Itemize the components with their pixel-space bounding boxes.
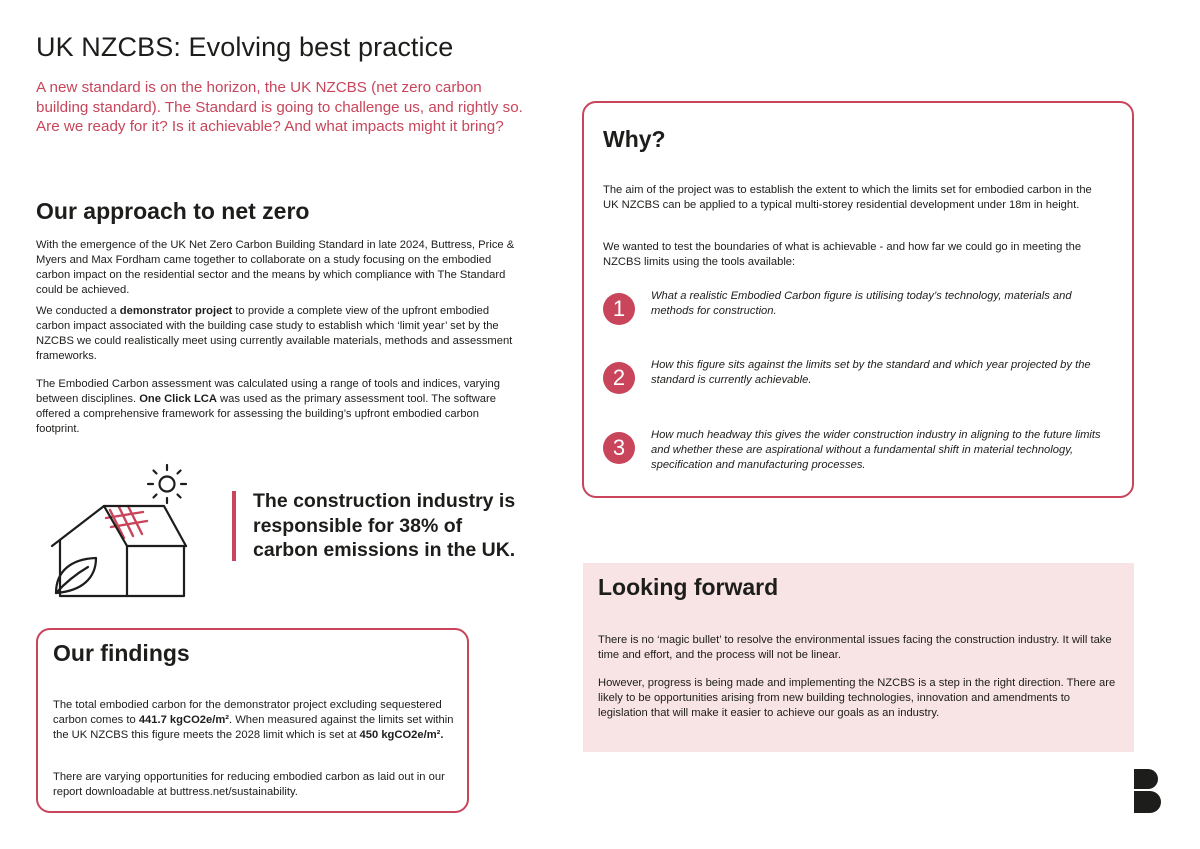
- forward-paragraph-1: There is no ‘magic bullet’ to resolve the environmental issues facing the construction industry. It will take time and effort, and the process will not be linear.: [598, 634, 1112, 661]
- list-item: [603, 359, 1113, 402]
- sun-icon: [148, 465, 186, 503]
- approach-heading: Our approach to net zero: [36, 198, 310, 224]
- number-badge: 2: [603, 362, 635, 394]
- embodied-carbon-value: 441.7 kgCO2e/m²: [138, 714, 229, 726]
- list-item: [603, 290, 1113, 333]
- b-logo-icon: [1134, 769, 1164, 813]
- approach-p2-text-b: to provide a complete view of the upfront embodied carbon impact associated with the building case study to establish which ‘limit year’ set by the NZCBS we could realistically meet using currently available materials, methods and assessment frameworks.: [36, 305, 513, 362]
- list-item-text: How much headway this gives the wider construction industry in aligning to the future limits and whether these are aspirational without a fundamental shift in material technology, specification and manufacturing processes.: [651, 429, 1101, 471]
- why-paragraph-1: The aim of the project was to establish the extent to which the limits set for embodied carbon in the UK NZCBS can be applied to a typical multi-storey residential development under 18m in height.: [603, 184, 1092, 211]
- approach-p2-text-a: We conducted a: [36, 305, 120, 317]
- findings-p1-text-a: The total embodied carbon for the demonstrator project excluding sequestered carbon comes to: [53, 699, 442, 726]
- findings-p1-text-b: . When measured against the limits set within the UK NZCBS this figure meets the 2028 limit which is set at: [53, 714, 454, 741]
- house-solar-illustration-icon: [44, 460, 194, 605]
- list-item-text: How this figure sits against the limits set by the standard and which year projected by the standard is currently achievable.: [651, 359, 1091, 386]
- forward-paragraph-2: However, progress is being made and implementing the NZCBS is a step in the right direction. There are likely to be opportunities arising from new building technologies, innovation and amendments to legislation that will make it easier to achieve our goals as an industry.: [598, 677, 1116, 719]
- stat-accent-bar: [232, 491, 236, 561]
- leaf-icon: [56, 558, 96, 593]
- list-item: [603, 429, 1113, 472]
- intro-text: A new standard is on the horizon, the UK NZCBS (net zero carbon building standard). The Standard is going to challenge us, and rightly so. Are we ready for it? Is it achievable? And what impacts might it bring?: [36, 79, 523, 135]
- number-badge: 3: [603, 432, 635, 464]
- number-badge: 1: [603, 293, 635, 325]
- page-title: UK NZCBS: Evolving best practice: [36, 32, 454, 62]
- why-heading: Why?: [603, 126, 666, 152]
- approach-paragraph-2: [36, 304, 522, 364]
- findings-paragraph-2: There are varying opportunities for reducing embodied carbon as laid out in our report downloadable at buttress.net/sustainability.: [53, 771, 445, 798]
- approach-p3-text-b: was used as the primary assessment tool. The software offered a comprehensive framework for assessing the building’s upfront embodied carbon footprint.: [36, 393, 496, 435]
- looking-forward-heading: Looking forward: [598, 574, 779, 600]
- findings-paragraph-1: [53, 698, 463, 743]
- stat-callout: The construction industry is responsible for 38% of carbon emissions in the UK.: [253, 490, 516, 561]
- limit-value: 450 kgCO2e/m².: [359, 729, 444, 741]
- approach-paragraph-1: With the emergence of the UK Net Zero Carbon Building Standard in late 2024, Buttress, Price & Myers and Max Fordham came together to collaborate on a study focusing on the embodied carbon impact on the residential sector and the means by which compliance with The Standard could be achieved.: [36, 239, 515, 296]
- why-paragraph-2: We wanted to test the boundaries of what is achievable - and how far we could go in meeting the NZCBS limits using the tools available:: [603, 241, 1082, 268]
- approach-p3-text-a: The Embodied Carbon assessment was calculated using a range of tools and indices, varying between disciplines.: [36, 378, 500, 405]
- findings-heading: Our findings: [53, 640, 190, 666]
- list-item-text: What a realistic Embodied Carbon figure is utilising today’s technology, materials and methods for construction.: [651, 290, 1072, 317]
- approach-paragraph-3: [36, 377, 522, 437]
- demonstrator-project-emphasis: demonstrator project: [119, 305, 233, 317]
- house-outline-icon: [52, 506, 186, 596]
- one-click-lca-emphasis: One Click LCA: [139, 393, 217, 405]
